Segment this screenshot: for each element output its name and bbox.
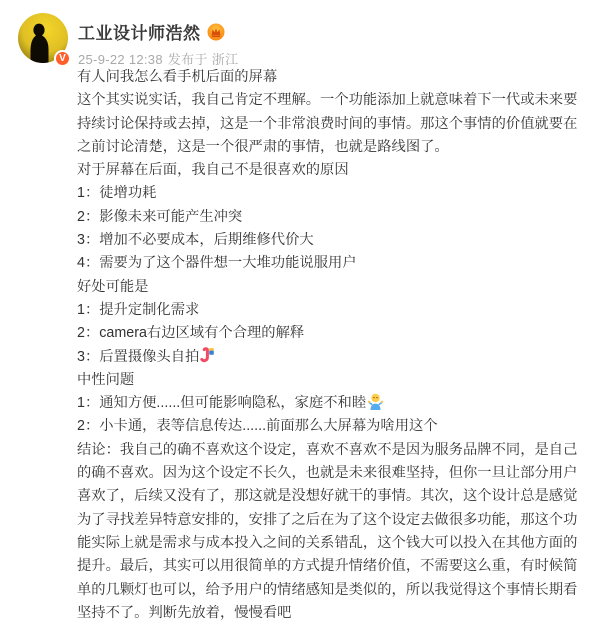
post-line: 1：通知方便......但可能影响隐私，家庭不和睦 xyxy=(77,392,591,415)
post-line: 1：徒增功耗 xyxy=(77,185,157,202)
post-line: 中性问题 xyxy=(77,371,135,388)
post-header xyxy=(18,13,238,68)
verified-v-icon: V xyxy=(54,50,71,67)
post-body xyxy=(77,66,591,625)
avatar[interactable] xyxy=(18,13,68,63)
shrug-emoji-icon xyxy=(367,393,384,410)
selfie-emoji-icon xyxy=(200,347,217,364)
post-line: 对于屏幕在后面，我自己不是很喜欢的原因 xyxy=(77,162,349,179)
post-line: 这个其实说实话，我自己肯定不理解。一个功能添加上就意味着下一代或未来要持续讨论保持或去掉，这是一个非常浪费时间的事情。那这个事情的价值就要在之前讨论清楚，这是一个很严肃的事情，也就是路线图了。 xyxy=(77,92,578,155)
post-line: 2：影像未来可能产生冲突 xyxy=(77,208,243,225)
post-line: 3：后置摄像头自拍 xyxy=(77,346,591,369)
post-source-label: 发布于 xyxy=(167,52,208,67)
post-line: 4：需要为了这个器件想一大堆功能说服用户 xyxy=(77,255,357,272)
vip-crown-badge-icon xyxy=(207,23,225,41)
post-line: 2：camera右边区域有个合理的解释 xyxy=(77,325,305,342)
post-line: 好处可能是 xyxy=(77,278,149,295)
post-timestamp: 25-9-22 12:38 xyxy=(78,52,163,67)
header-meta xyxy=(78,13,238,68)
post-line: 3：增加不必要成本，后期维修代价大 xyxy=(77,232,314,249)
post-line: 结论：我自己的确不喜欢这个设定，喜欢不喜欢不是因为服务品牌不同，是自己的确不喜欢。因为这个设定不长久，也就是未来很难坚持，但你一旦让部分用户喜欢了，后续又没有了，那这就是没想好就干的事情。其次，这个设计总是感觉为了寻找差异特意安排的，安排了之后在为了这个设定去做很多功能，那这个功能实际上就是需求与成本投入之间的关系错乱，这个钱大可以投入在其他方面的提升。最后，其实可以用很简单的方式提升情绪价值，不需要这么重，有时候简单的几颗灯也可以，给予用户的情绪感知是类似的，所以我觉得这个事情长期看坚持不了。判断先放着，慢慢看吧 xyxy=(77,441,578,621)
author-name[interactable]: 工业设计师浩然 xyxy=(78,24,201,43)
post-line: 有人问我怎么看手机后面的屏幕 xyxy=(77,69,278,85)
post-line: 2：小卡通，表等信息传达......前面那么大屏幕为啥用这个 xyxy=(77,418,438,435)
post-location: 浙江 xyxy=(211,52,239,67)
post-line: 1：提升定制化需求 xyxy=(77,301,200,318)
